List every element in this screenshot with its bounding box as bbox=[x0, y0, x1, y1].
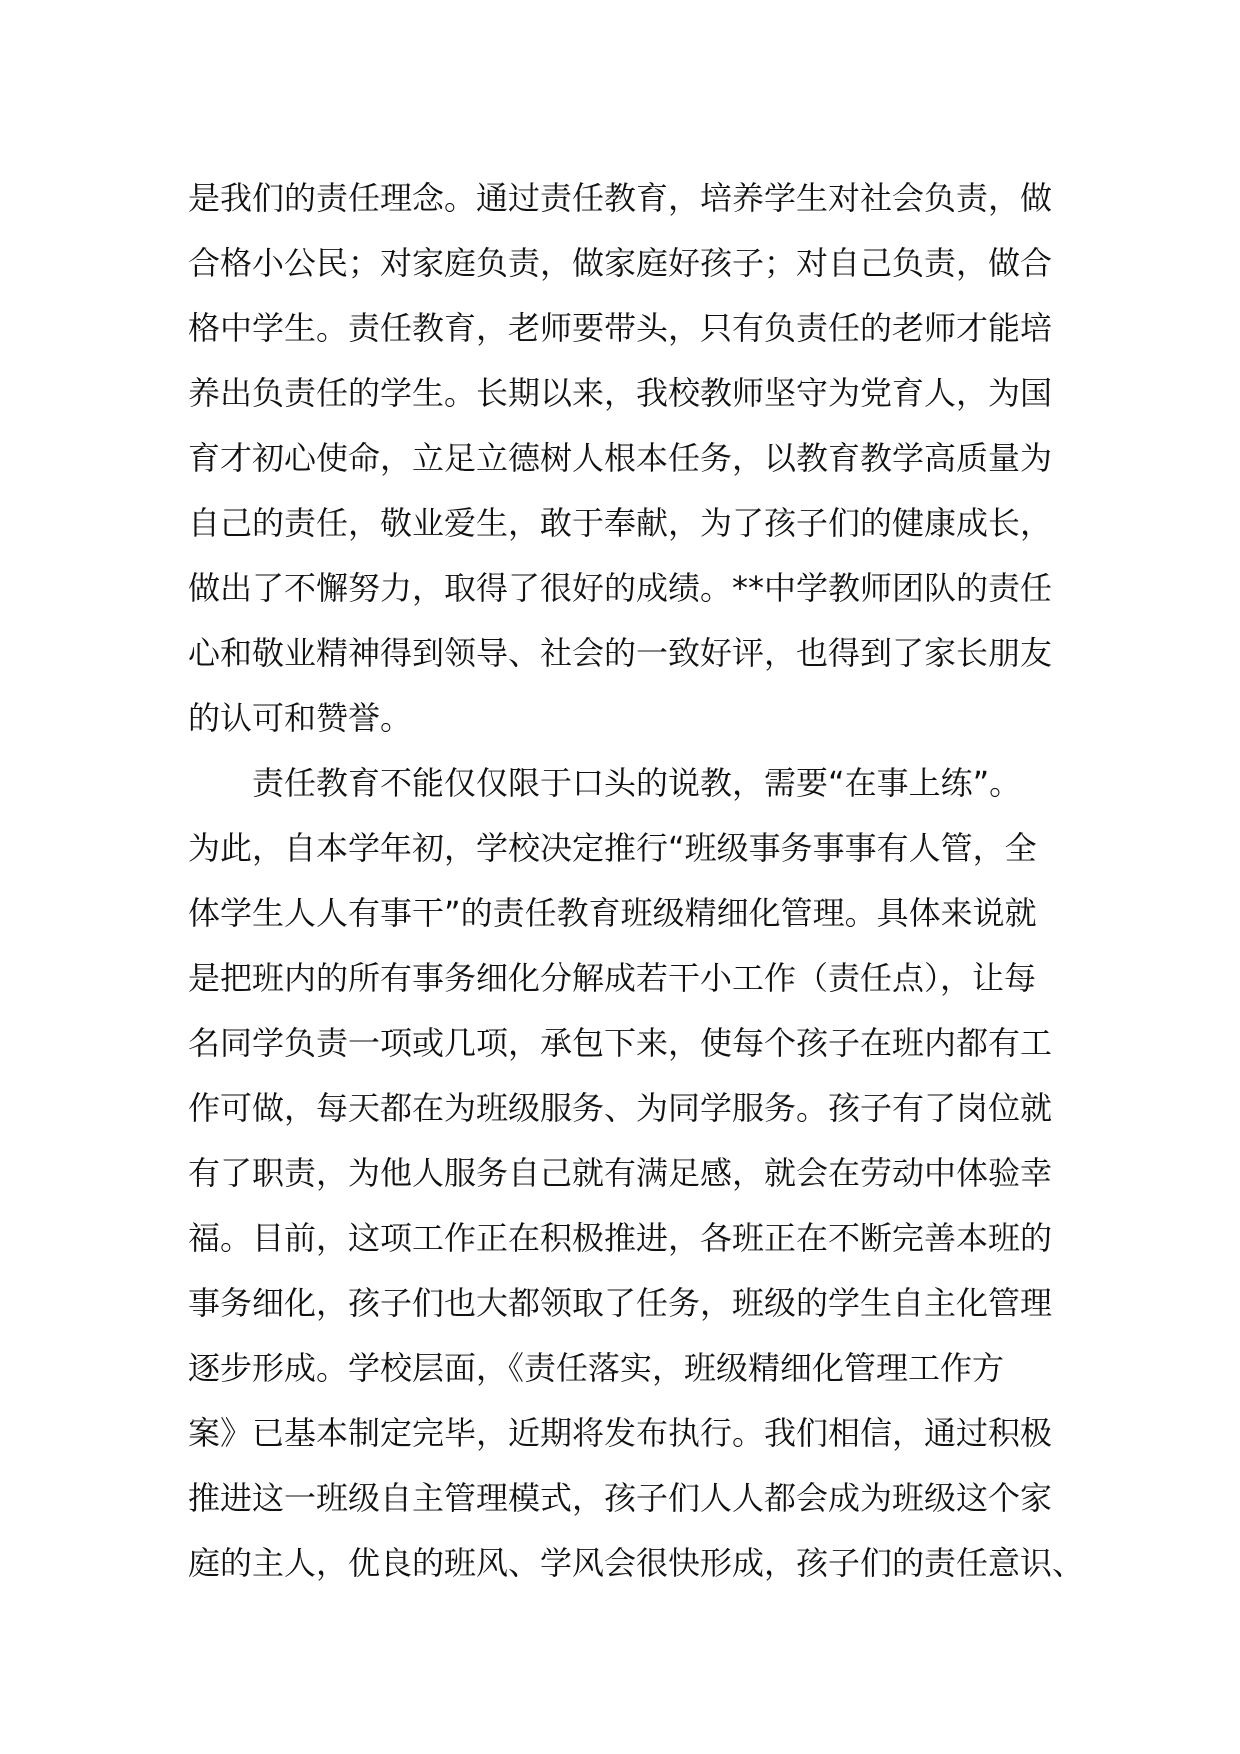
text-line: 责任教育不能仅仅限于口头的说教，需要“在事上练”。 bbox=[188, 764, 1022, 802]
text-line: 自己的责任，敬业爱生，敢于奉献，为了孩子们的健康成长， bbox=[188, 504, 1053, 542]
text-line: 的认可和赞誉。 bbox=[188, 699, 413, 737]
text-line: 福。目前，这项工作正在积极推进，各班正在不断完善本班的 bbox=[188, 1219, 1053, 1257]
text-line: 为此，自本学年初，学校决定推行“班级事务事事有人管，全 bbox=[188, 829, 1037, 867]
text-line: 是把班内的所有事务细化分解成若干小工作（责任点），让每 bbox=[188, 959, 1037, 997]
text-line: 育才初心使命，立足立德树人根本任务，以教育教学高质量为 bbox=[188, 439, 1053, 477]
text-line: 逐步形成。学校层面，《责任落实，班级精细化管理工作方 bbox=[188, 1349, 1005, 1387]
text-line: 作可做，每天都在为班级服务、为同学服务。孩子有了岗位就 bbox=[188, 1089, 1053, 1127]
text-line: 是我们的责任理念。通过责任教育，培养学生对社会负责，做 bbox=[188, 179, 1053, 217]
text-line: 事务细化，孩子们也大都领取了任务，班级的学生自主化管理 bbox=[188, 1284, 1053, 1322]
text-line: 庭的主人，优良的班风、学风会很快形成，孩子们的责任意识、 bbox=[188, 1544, 1085, 1582]
text-line: 心和敬业精神得到领导、社会的一致好评，也得到了家长朋友 bbox=[188, 634, 1053, 672]
text-line: 有了职责，为他人服务自己就有满足感，就会在劳动中体验幸 bbox=[188, 1154, 1053, 1192]
text-line: 名同学负责一项或几项，承包下来，使每个孩子在班内都有工 bbox=[188, 1024, 1053, 1062]
text-line: 推进这一班级自主管理模式，孩子们人人都会成为班级这个家 bbox=[188, 1479, 1053, 1517]
text-line: 做出了不懈努力，取得了很好的成绩。**中学教师团队的责任 bbox=[188, 569, 1053, 607]
body-text bbox=[188, 166, 1085, 1596]
text-line: 格中学生。责任教育，老师要带头，只有负责任的老师才能培 bbox=[188, 309, 1053, 347]
text-line: 养出负责任的学生。长期以来，我校教师坚守为党育人，为国 bbox=[188, 374, 1053, 412]
text-line: 体学生人人有事干”的责任教育班级精细化管理。具体来说就 bbox=[188, 894, 1037, 932]
text-line: 案》已基本制定完毕，近期将发布执行。我们相信，通过积极 bbox=[188, 1414, 1053, 1452]
text-line: 合格小公民；对家庭负责，做家庭好孩子；对自己负责，做合 bbox=[188, 244, 1053, 282]
